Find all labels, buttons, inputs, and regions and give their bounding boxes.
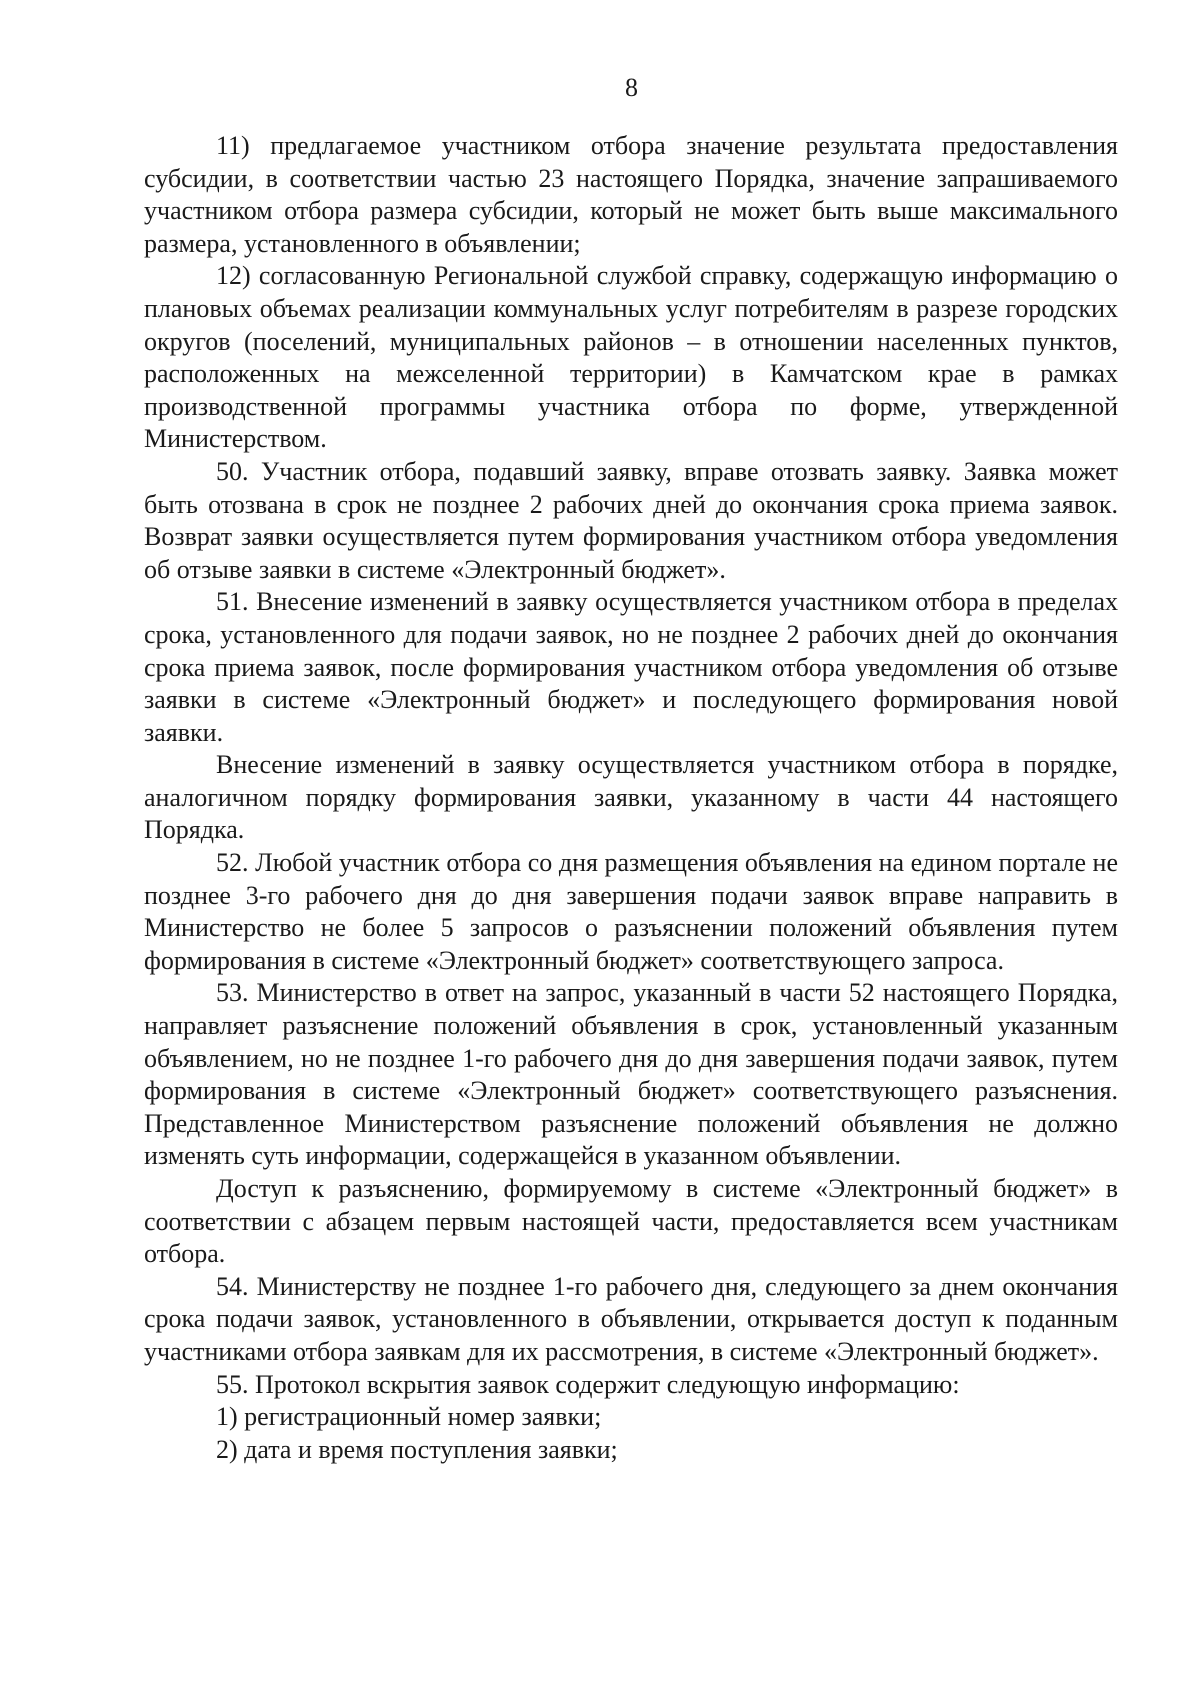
- list-item-2: 2) дата и время поступления заявки;: [216, 1434, 618, 1464]
- list-item-1: 1) регистрационный номер заявки;: [216, 1402, 602, 1432]
- paragraph-51-continued: Внесение изменений в заявку осуществляется участником отбора в порядке, аналогичном порядку формирования заявки, указанному в части 44 настоящего Порядка.: [144, 750, 1118, 845]
- paragraph-54: 54. Министерству не позднее 1-го рабочего дня, следующего за днем окончания срока подачи заявок, установленного в объявлении, открывается доступ к поданным участниками отбора заявкам для их рассмотрения, в системе «Электронный бюджет».: [144, 1271, 1118, 1366]
- paragraph-53: 53. Министерство в ответ на запрос, указанный в части 52 настоящего Порядка, направляет разъяснение положений объявления в срок, установленный указанным объявлением, но не позднее 1-го рабочего дня до дня завершения подачи заявок, путем формирования в системе «Электронный бюджет» соответствующего разъяснения. Представленное Министерством разъяснение положений объявления не должно изменять суть информации, содержащейся в указанном объявлении.: [144, 978, 1118, 1171]
- paragraph-item-12: 12) согласованную Региональной службой справку, содержащую информацию о плановых объемах реализации коммунальных услуг потребителям в разрезе городских округов (поселений, муниципальных районов – в отношении населенных пунктов, расположенных на межселенной территории) в Камчатском крае в рамках производственной программы участника отбора по форме, утвержденной Министерством.: [144, 261, 1118, 454]
- document-body: [144, 130, 1118, 1466]
- paragraph-item-11: 11) предлагаемое участником отбора значение результата предоставления субсидии, в соответствии частью 23 настоящего Порядка, значение запрашиваемого участником отбора размера субсидии, который не может быть выше максимального размера, установленного в объявлении;: [144, 131, 1118, 258]
- page-number: 8: [625, 73, 638, 102]
- paragraph-53-continued: Доступ к разъяснению, формируемому в системе «Электронный бюджет» в соответствии с абзацем первым настоящей части, предоставляется всем участникам отбора.: [144, 1174, 1118, 1269]
- paragraph-55: 55. Протокол вскрытия заявок содержит следующую информацию:: [216, 1369, 960, 1399]
- paragraph-52: 52. Любой участник отбора со дня размещения объявления на едином портале не позднее 3-го рабочего дня до дня завершения подачи заявок вправе направить в Министерство не более 5 запросов о разъяснении положений объявления путем формирования в системе «Электронный бюджет» соответствующего запроса.: [144, 848, 1118, 975]
- paragraph-51: 51. Внесение изменений в заявку осуществляется участником отбора в пределах срока, установленного для подачи заявок, но не позднее 2 рабочих дней до окончания срока приема заявок, после формирования участником отбора уведомления об отзыве заявки в системе «Электронный бюджет» и последующего формирования новой заявки.: [144, 587, 1118, 747]
- paragraph-50: 50. Участник отбора, подавший заявку, вправе отозвать заявку. Заявка может быть отозвана в срок не позднее 2 рабочих дней до окончания срока приема заявок. Возврат заявки осуществляется путем формирования участником отбора уведомления об отзыве заявки в системе «Электронный бюджет».: [144, 456, 1118, 584]
